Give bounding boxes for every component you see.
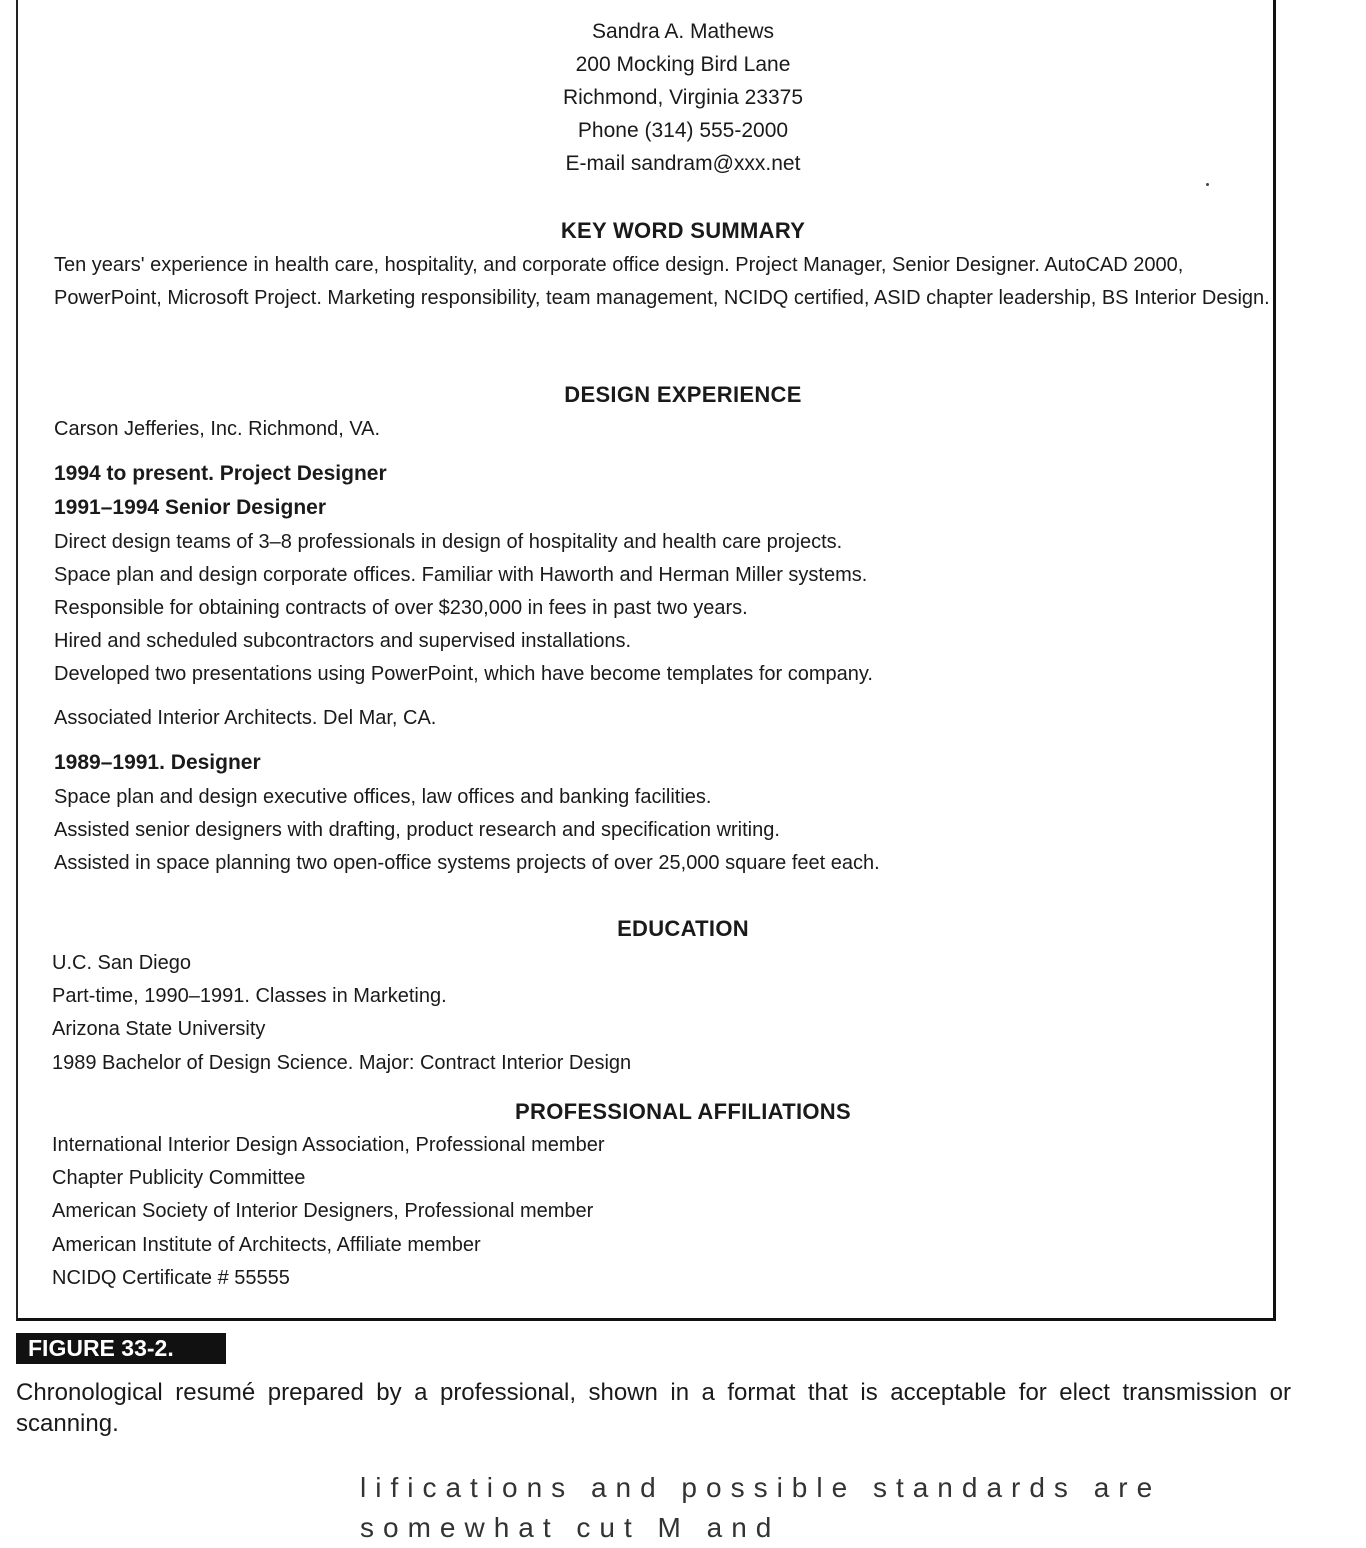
employer-2: Associated Interior Architects. Del Mar, CA.: [54, 707, 437, 729]
education-line: Arizona State University: [52, 1018, 266, 1040]
role-3: 1989–1991. Designer: [54, 751, 261, 774]
affiliation-line: International Interior Design Association, Professional member: [52, 1134, 605, 1156]
figure-caption: Chronological resumé prepared by a professional, shown in a format that is acceptable for elect transmission or scanning.: [16, 1379, 1291, 1437]
affiliation-line: American Institute of Architects, Affiliate member: [52, 1234, 481, 1256]
summary-text: Ten years' experience in health care, hospitality, and corporate office design. Project Manager, Senior Designer. AutoCAD 2000, PowerPoint, Microsoft Project. Marketing responsibility, team management, NCIDQ certified, ASID chapter leadership, BS Interior Design.: [54, 254, 1270, 309]
contact-phone: Phone (314) 555-2000: [577, 119, 789, 142]
summary-heading: KEY WORD SUMMARY: [560, 218, 806, 243]
experience-heading: DESIGN EXPERIENCE: [564, 382, 802, 407]
cutoff-text-line: [360, 1462, 1260, 1543]
education-line: 1989 Bachelor of Design Science. Major: Contract Interior Design: [52, 1052, 632, 1074]
affiliation-line: Chapter Publicity Committee: [52, 1167, 306, 1189]
scan-speck: [1206, 183, 1209, 186]
role-1: 1994 to present. Project Designer: [54, 462, 387, 485]
affiliations-heading: PROFESSIONAL AFFILIATIONS: [515, 1099, 851, 1124]
contact-email: E-mail sandram@xxx.net: [565, 152, 801, 175]
duty-line: Hired and scheduled subcontractors and supervised installations.: [54, 630, 632, 652]
duty-line: Responsible for obtaining contracts of over $230,000 in fees in past two years.: [54, 597, 748, 619]
affiliation-line: NCIDQ Certificate # 55555: [52, 1267, 290, 1289]
education-line: U.C. San Diego: [52, 952, 191, 974]
employer-1: Carson Jefferies, Inc. Richmond, VA.: [54, 418, 381, 440]
contact-name: Sandra A. Mathews: [591, 20, 775, 43]
affiliation-line: American Society of Interior Designers, Professional member: [52, 1200, 594, 1222]
cutoff-text: lifications and possible standards are somewhat cut M and: [360, 1472, 1162, 1543]
contact-city: Richmond, Virginia 23375: [562, 86, 804, 109]
contact-street: 200 Mocking Bird Lane: [575, 53, 791, 76]
duty-line: Direct design teams of 3–8 professionals in design of hospitality and health care projects.: [54, 531, 843, 553]
duty-line: Assisted senior designers with drafting, product research and specification writing.: [54, 819, 780, 841]
education-line: Part-time, 1990–1991. Classes in Marketing.: [52, 985, 447, 1007]
education-heading: EDUCATION: [617, 916, 749, 941]
role-2: 1991–1994 Senior Designer: [54, 496, 326, 519]
duty-line: Space plan and design corporate offices. Familiar with Haworth and Herman Miller systems.: [54, 564, 868, 586]
duty-line: Assisted in space planning two open-office systems projects of over 25,000 square feet each.: [54, 852, 880, 874]
figure-label: FIGURE 33-2.: [16, 1333, 226, 1364]
duty-line: Space plan and design executive offices, law offices and banking facilities.: [54, 786, 712, 808]
duty-line: Developed two presentations using PowerPoint, which have become templates for company.: [54, 663, 873, 685]
